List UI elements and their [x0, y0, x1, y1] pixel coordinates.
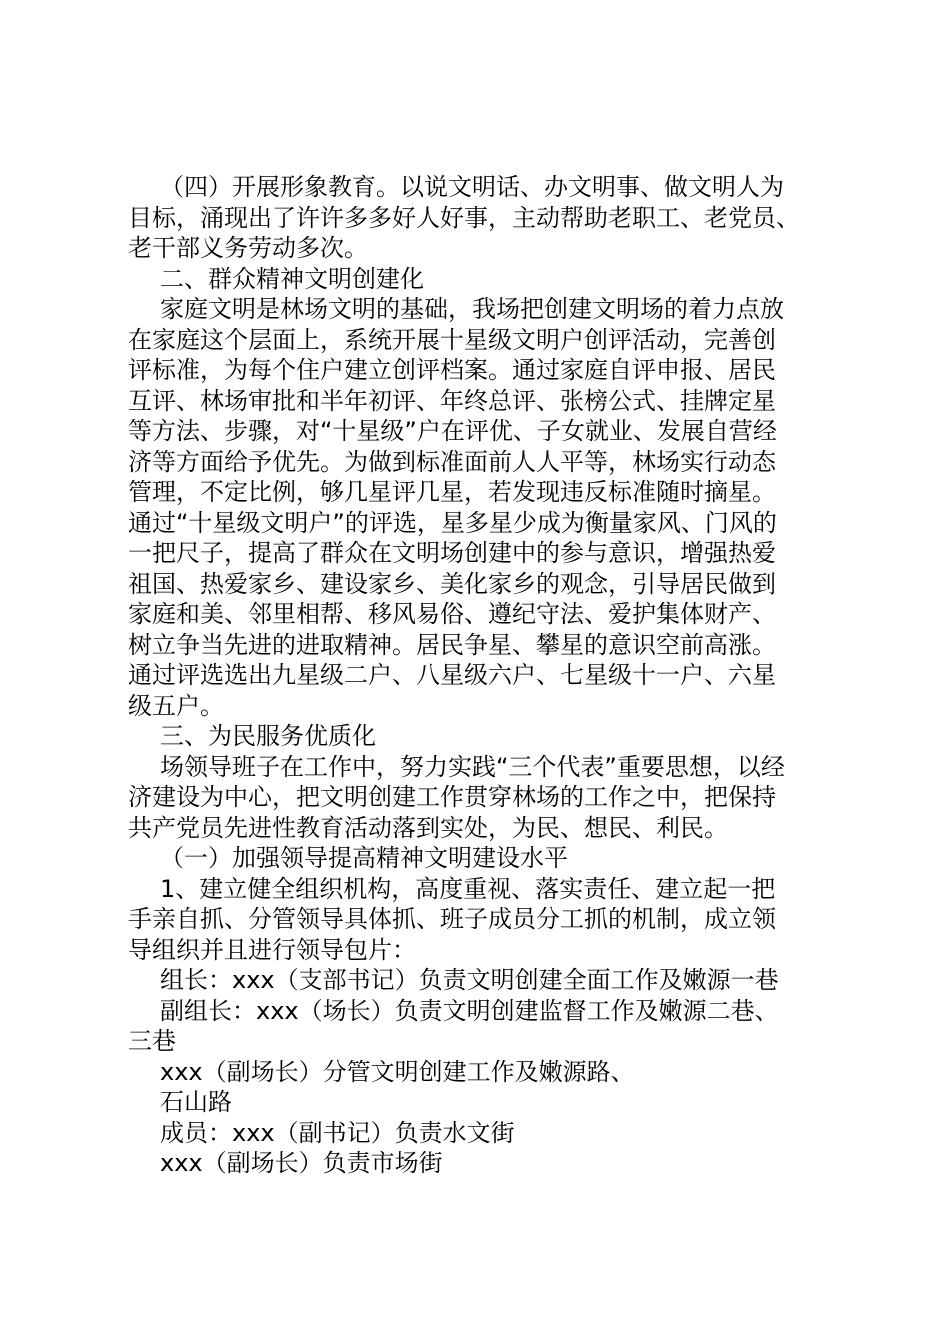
paragraph-line: 石山路 — [160, 1088, 232, 1116]
paragraph-line: 成员：xxx（副书记）负责水文街 — [160, 1118, 515, 1147]
paragraph-line: 一把尺子，提高了群众在文明场创建中的参与意识，增强热爱 — [128, 539, 776, 567]
paragraph-line: 等方法、步骤，对“十星级”户在评优、子女就业、发展自营经 — [128, 417, 777, 445]
section-heading: 二、群众精神文明创建化 — [160, 264, 424, 293]
paragraph-line: 三巷 — [128, 1027, 176, 1055]
paragraph-line: xxx（副场长）负责市场街 — [160, 1149, 443, 1177]
paragraph-line: 济等方面给予优先。为做到标准面前人人平等，林场实行动态 — [128, 447, 776, 476]
paragraph-line: 手亲自抓、分管领导具体抓、班子成员分工抓的机制，成立领 — [128, 905, 776, 933]
paragraph-line: 共产党员先进性教育活动落到实处，为民、想民、利民。 — [128, 813, 728, 842]
document-body — [128, 172, 828, 1179]
paragraph-line: 在家庭这个层面上，系统开展十星级文明户创评活动，完善创 — [128, 325, 776, 354]
paragraph-line: xxx（副场长）分管文明创建工作及嫩源路、 — [160, 1057, 635, 1086]
section-heading: 三、为民服务优质化 — [160, 722, 376, 750]
paragraph-line: 级五户。 — [128, 691, 224, 720]
paragraph-line: 目标，涌现出了许许多多好人好事，主动帮助老职工、老党员、 — [128, 203, 800, 232]
subsection-heading: （一）加强领导提高精神文明建设水平 — [160, 844, 568, 872]
paragraph-line: 互评、林场审批和半年初评、年终总评、张榜公式、挂牌定星 — [128, 386, 776, 415]
paragraph-line: 老干部义务劳动多次。 — [128, 234, 368, 262]
paragraph-line: 组长：xxx（支部书记）负责文明创建全面工作及嫩源一巷 — [160, 966, 779, 994]
paragraph-line: 祖国、热爱家乡、建设家乡、美化家乡的观念，引导居民做到 — [128, 569, 776, 598]
paragraph-line: 副组长：xxx（场长）负责文明创建监督工作及嫩源二巷、 — [160, 996, 779, 1025]
paragraph-line: 评标准，为每个住户建立创评档案。通过家庭自评申报、居民 — [128, 356, 776, 384]
paragraph-line: 场领导班子在工作中，努力实践“三个代表”重要思想，以经 — [160, 752, 785, 781]
paragraph-line: 家庭和美、邻里相帮、移风易俗、遵纪守法、爱护集体财产、 — [128, 600, 776, 628]
paragraph-line: 通过“十星级文明户”的评选，星多星少成为衡量家风、门风的 — [128, 508, 777, 537]
paragraph-line: 通过评选选出九星级二户、八星级六户、七星级十一户、六星 — [128, 661, 776, 689]
paragraph-line: 树立争当先进的进取精神。居民争星、攀星的意识空前高涨。 — [128, 630, 776, 659]
paragraph-line: 家庭文明是林场文明的基础，我场把创建文明场的着力点放 — [160, 295, 784, 323]
paragraph-line: （四）开展形象教育。以说文明话、办文明事、做文明人为 — [160, 173, 784, 201]
paragraph-line: 导组织并且进行领导包片： — [128, 935, 416, 964]
paragraph-line: 管理，不定比例，够几星评几星，若发现违反标准随时摘星。 — [128, 478, 776, 506]
paragraph-line: 1、建立健全组织机构，高度重视、落实责任、建立起一把 — [160, 874, 776, 903]
paragraph-line: 济建设为中心，把文明创建工作贯穿林场的工作之中，把保持 — [128, 783, 776, 811]
